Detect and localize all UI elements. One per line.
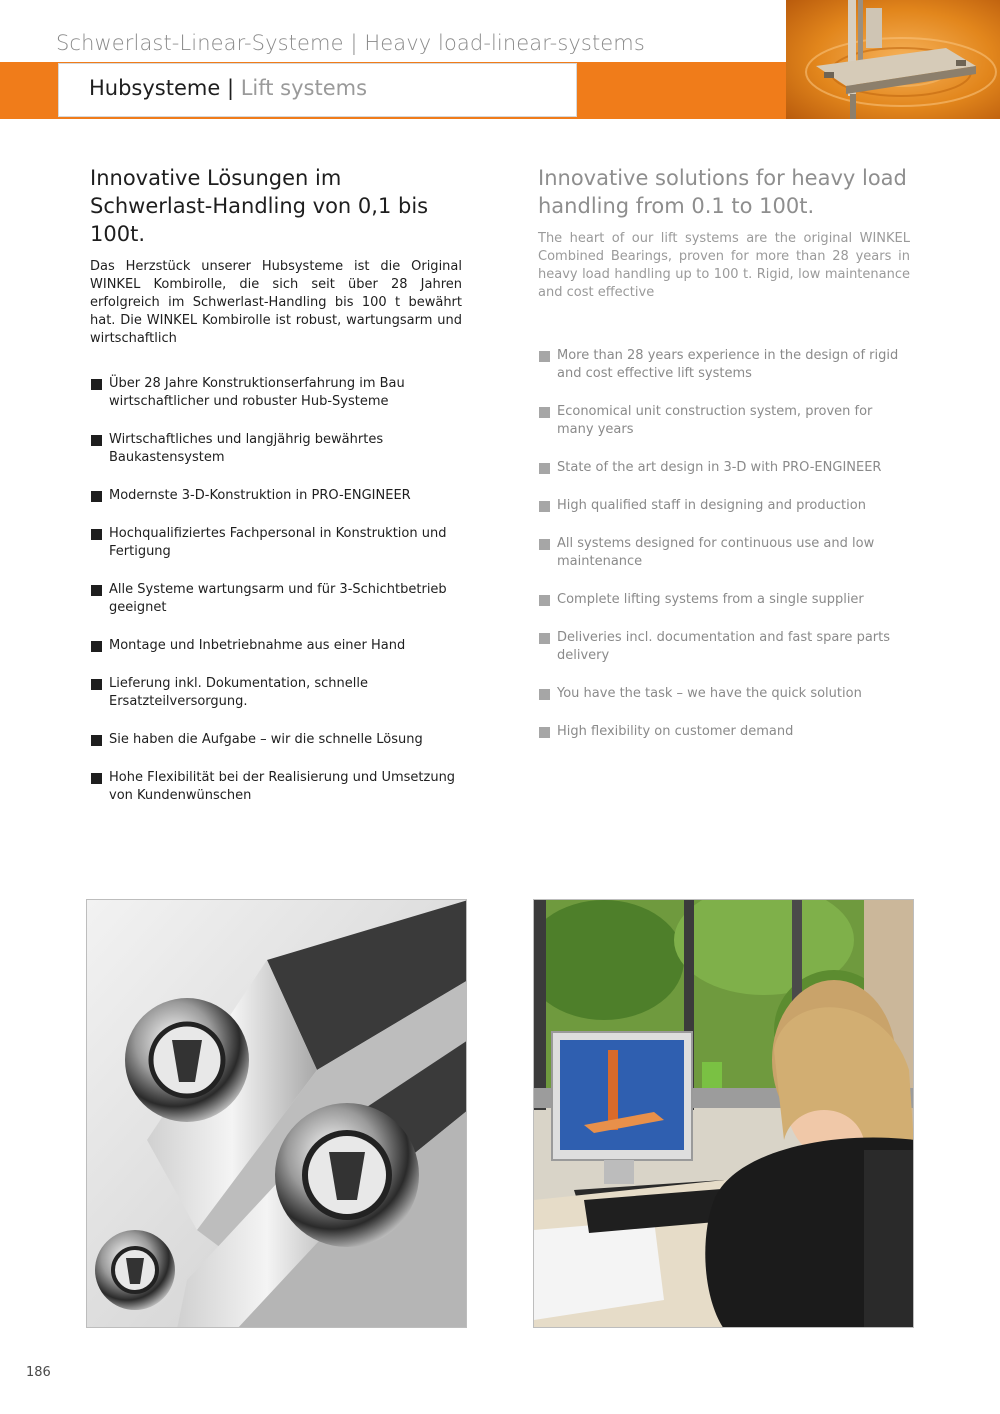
english-bullet-list <box>538 347 910 741</box>
german-intro: Das Herzstück unserer Hubsysteme ist die Original WINKEL Kombirolle, die sich seit über 28 Jahren erfolgreich im Schwerlast-Handling bis 100 t bewährt hat. Die WINKEL Kombirolle ist robust, wartungsarm und wirtschaftlich <box>90 259 462 346</box>
bullet-square-icon <box>91 491 102 502</box>
bullet-text: Montage und Inbetriebnahme aus einer Hand <box>109 638 406 653</box>
bullet-square-icon <box>539 407 550 418</box>
bullet-square-icon <box>539 633 550 644</box>
list-item <box>90 731 462 749</box>
bullet-text: Alle Systeme wartungsarm und für 3-Schichtbetrieb geeignet <box>109 582 447 615</box>
list-item <box>538 347 910 383</box>
bullet-square-icon <box>91 641 102 652</box>
page-number: 186 <box>26 1365 51 1380</box>
bullet-text: High qualified staff in designing and production <box>557 498 866 513</box>
bullet-square-icon <box>91 679 102 690</box>
list-item <box>538 591 910 609</box>
german-column <box>90 164 462 825</box>
german-headline: Innovative Lösungen im Schwerlast-Handling von 0,1 bis 100t. <box>90 166 429 246</box>
list-item <box>90 525 462 561</box>
list-item <box>538 685 910 703</box>
bullet-text: Economical unit construction system, proven for many years <box>557 404 873 437</box>
cad-workstation-photo <box>533 899 914 1328</box>
subtitle <box>89 76 367 100</box>
bullet-text: All systems designed for continuous use and low maintenance <box>557 536 875 569</box>
bullet-square-icon <box>91 585 102 596</box>
bullet-text: You have the task – we have the quick solution <box>557 686 862 701</box>
bullet-square-icon <box>539 539 550 550</box>
bullet-square-icon <box>539 501 550 512</box>
bullet-square-icon <box>91 379 102 390</box>
list-item <box>538 459 910 477</box>
bullet-square-icon <box>91 735 102 746</box>
list-item <box>90 375 462 411</box>
bullet-text: Wirtschaftliches und langjährig bewährtes Baukastensystem <box>109 432 384 465</box>
bullet-square-icon <box>539 463 550 474</box>
subtitle-de: Hubsysteme | <box>89 76 235 100</box>
bullet-text: Hohe Flexibilität bei der Realisierung und Umsetzung von Kundenwünschen <box>109 770 456 803</box>
bullet-square-icon <box>539 351 550 362</box>
bullet-text: High flexibility on customer demand <box>557 724 794 739</box>
list-item <box>538 403 910 439</box>
list-item <box>538 497 910 515</box>
list-item <box>90 769 462 805</box>
list-item <box>90 431 462 467</box>
bullet-text: Über 28 Jahre Konstruktionserfahrung im Bau wirtschaftlicher und robuster Hub-Systeme <box>109 376 405 409</box>
bullet-square-icon <box>91 529 102 540</box>
bullet-square-icon <box>539 727 550 738</box>
top-title: Schwerlast-Linear-Systeme | Heavy load-linear-systems <box>56 31 645 55</box>
list-item <box>538 629 910 665</box>
subtitle-en: Lift systems <box>240 76 368 100</box>
bullet-text: More than 28 years experience in the design of rigid and cost effective lift systems <box>557 348 899 381</box>
bullet-text: Sie haben die Aufgabe – wir die schnelle Lösung <box>109 732 423 747</box>
bullet-text: State of the art design in 3-D with PRO-ENGINEER <box>557 460 882 475</box>
header-lift-photo <box>786 0 1000 119</box>
list-item <box>90 637 462 655</box>
bullet-square-icon <box>91 435 102 446</box>
bullet-text: Complete lifting systems from a single supplier <box>557 592 864 607</box>
list-item <box>538 535 910 571</box>
subtitle-box <box>58 63 577 117</box>
bullet-square-icon <box>539 595 550 606</box>
bullet-square-icon <box>539 689 550 700</box>
bullet-text: Lieferung inkl. Dokumentation, schnelle Ersatzteilversorgung. <box>109 676 368 709</box>
english-headline: Innovative solutions for heavy load handling from 0.1 to 100t. <box>538 166 907 218</box>
combined-bearing-photo <box>86 899 467 1328</box>
list-item <box>90 675 462 711</box>
bullet-square-icon <box>91 773 102 784</box>
list-item <box>538 723 910 741</box>
german-bullet-list <box>90 375 462 805</box>
bullet-text: Hochqualifiziertes Fachpersonal in Konstruktion und Fertigung <box>109 526 447 559</box>
bullet-text: Modernste 3-D-Konstruktion in PRO-ENGINEER <box>109 488 411 503</box>
english-column <box>538 164 910 761</box>
list-item <box>90 487 462 505</box>
bullet-text: Deliveries incl. documentation and fast spare parts delivery <box>557 630 890 663</box>
english-intro: The heart of our lift systems are the original WINKEL Combined Bearings, proven for more than 28 years in heavy load handling up to 100 t. Rigid, low maintenance and cost effective <box>538 231 910 300</box>
list-item <box>90 581 462 617</box>
